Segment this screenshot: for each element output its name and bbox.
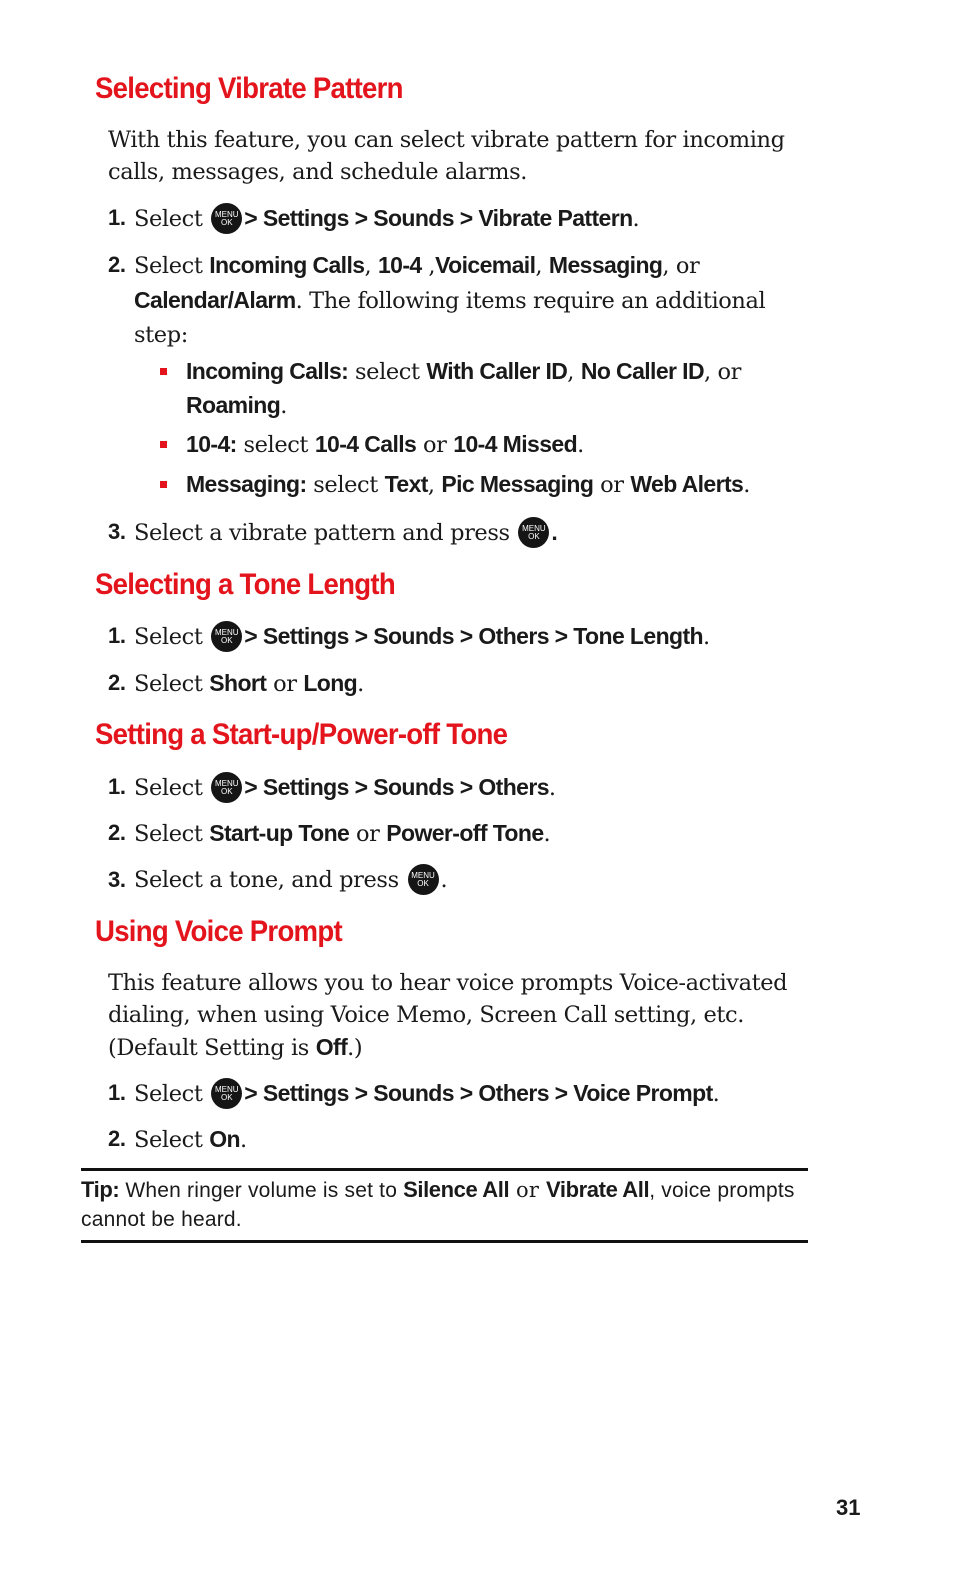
heading-vibrate-pattern: Selecting Vibrate Pattern [95, 72, 403, 105]
step-number: 3. [108, 519, 126, 544]
bullet-incoming-calls: Incoming Calls: select With Caller ID, No Caller ID, or Roaming. [160, 355, 800, 423]
step-text: Select [134, 206, 203, 232]
step-1-startup-tone: 1. Select MENU OK > Settings > Sounds > Others. [108, 774, 556, 801]
option-10-4: 10-4 [377, 252, 422, 278]
bullet-square [160, 441, 167, 448]
menu-ok-key-icon: MENU OK [211, 621, 242, 652]
menu-path: > Settings > Sounds > Others > Tone Length [244, 623, 703, 649]
menu-path: > Settings > Sounds > Others [244, 774, 549, 800]
bullet-10-4: 10-4: select 10-4 Calls or 10-4 Missed. [160, 428, 800, 462]
menu-path: > Settings > Sounds > Vibrate Pattern [244, 205, 633, 231]
step-1-voice-prompt: 1. Select MENU OK > Settings > Sounds > Others > Voice Prompt. [108, 1080, 720, 1107]
heading-voice-prompt: Using Voice Prompt [95, 915, 342, 948]
page-number: 31 [836, 1495, 861, 1520]
tip-box: Tip: When ringer volume is set to Silence All or Vibrate All, voice prompts cannot be heard. [81, 1177, 795, 1231]
intro-voice-prompt: This feature allows you to hear voice prompts Voice-activated dialing, when using Voice Memo, Screen Call setting, etc. (Default Setting is Off.) [108, 970, 788, 1061]
menu-ok-key-icon: MENU OK [408, 864, 439, 895]
step-number: 2. [108, 252, 126, 277]
step-2-tone-length: 2. Select Short or Long. [108, 670, 364, 697]
menu-ok-key-icon: MENU OK [211, 1078, 242, 1109]
step-3-startup-tone: 3. Select a tone, and press MENU OK . [108, 863, 798, 897]
menu-path: > Settings > Sounds > Others > Voice Prompt [244, 1080, 713, 1106]
intro-vibrate-pattern: With this feature, you can select vibrate pattern for incoming calls, messages, and schedule alarms. [108, 127, 785, 185]
option-messaging: Messaging [548, 252, 663, 278]
option-calendar-alarm: Calendar/Alarm [134, 287, 296, 313]
menu-ok-key-icon: MENU OK [211, 203, 242, 234]
step-1-tone-length: 1. Select MENU OK > Settings > Sounds > Others > Tone Length. [108, 623, 710, 650]
bullet-square [160, 481, 167, 488]
heading-tone-length: Selecting a Tone Length [95, 568, 395, 601]
step-2-vibrate: 2. Select Incoming Calls, 10-4 ,Voicemail, Messaging, or Calendar/Alarm. The following items require an additional step: [108, 248, 798, 352]
menu-ok-key-icon: MENU OK [211, 772, 242, 803]
step-1-vibrate: 1. Select MENU OK > Settings > Sounds > Vibrate Pattern. [108, 201, 798, 236]
step-number: 1. [108, 205, 126, 230]
tip-bottom-rule [81, 1240, 808, 1243]
step-3-vibrate: 3. Select a vibrate pattern and press MENU OK . [108, 515, 798, 550]
option-voicemail: Voicemail [435, 252, 536, 278]
tip-top-rule [81, 1168, 808, 1171]
menu-ok-key-icon: MENU OK [518, 517, 549, 548]
option-incoming-calls: Incoming Calls [209, 252, 365, 278]
step-2-voice-prompt: 2. Select On. [108, 1126, 247, 1153]
bullet-square [160, 368, 167, 375]
heading-startup-poweroff-tone: Setting a Start-up/Power-off Tone [95, 718, 508, 751]
bullet-messaging: Messaging: select Text, Pic Messaging or Web Alerts. [160, 468, 800, 502]
step-2-startup-tone: 2. Select Start-up Tone or Power-off Tone. [108, 820, 551, 847]
